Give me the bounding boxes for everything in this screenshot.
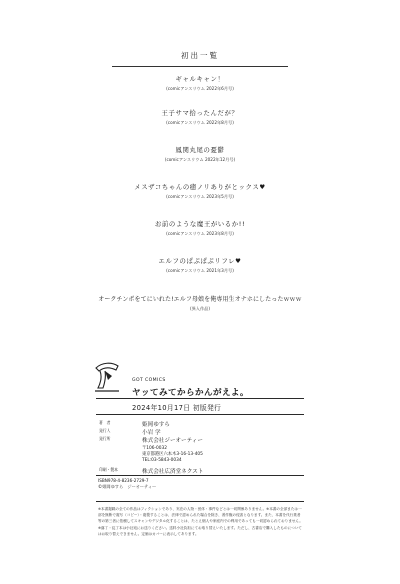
entry-source: (異入作品): [189, 306, 211, 311]
publisher-name: 株式会社ジーオーティー: [142, 438, 203, 444]
publisher-person: 小岩 学: [142, 430, 161, 436]
entry-source: (comicアンスリウム 2022年8月号): [166, 120, 234, 125]
entry-title: オークチンポをてにいれた!エルフ母娘を俺専用生オナホにしたったｗｗｗ: [98, 296, 302, 303]
imprint-label: GOT COMICS: [132, 378, 166, 383]
entry-title: エルフのぱぷぱぷリフレ♥: [158, 257, 242, 265]
publisher-postal: 〒106-0032: [142, 446, 167, 451]
copyright: ©姫岡ゆすら ジーオーティー: [98, 484, 157, 489]
isbn-block: [98, 478, 156, 490]
isbn: ISBN978-4-8236-2729-7: [98, 478, 149, 483]
row-key: 印刷・製本: [99, 467, 118, 472]
entry-title: お前のような魔王がいるか!!: [154, 220, 246, 228]
entry-title: 王子サマ拾ったんだが？: [161, 109, 239, 117]
entry-title: メスザコちゃんの癒ノリありがとックス♥: [134, 183, 266, 191]
divider: [96, 475, 304, 476]
printer-name: 株式会社広済堂ネクスト: [142, 469, 204, 475]
publication-date: 2024年10月17日 初版発行: [132, 404, 222, 412]
row-key: 発行人: [99, 428, 111, 433]
publisher-address: 東京都港区六本木3-16-13-405: [142, 452, 203, 457]
entry-title: 鳳関丸尾の憂鬱: [175, 146, 225, 154]
list-item: [0, 182, 400, 200]
entry-source: (comicアンスリウム 2023年5月号): [166, 194, 234, 199]
entry-title: ギャルキャン！: [175, 75, 225, 83]
first-appearance-title: 初出一覧: [181, 51, 219, 60]
divider: [96, 414, 304, 415]
list-item: [0, 74, 400, 92]
list-item: [0, 219, 400, 237]
entry-source: (comicアンスリウム 2022年12月号): [164, 157, 236, 162]
list-item: [0, 294, 400, 312]
entry-source: (comicアンスリウム 2022年6月号): [166, 86, 234, 91]
divider: [96, 501, 304, 502]
book-title: ヤッてみてからかんがえよ。: [132, 388, 249, 398]
divider: [96, 398, 304, 399]
list-item: [0, 256, 400, 274]
author-name: 姫岡ゆすら: [142, 422, 170, 428]
list-item: [0, 108, 400, 126]
title-underline: [112, 66, 288, 67]
row-key: 発行所: [99, 436, 111, 441]
list-item: [0, 145, 400, 163]
publisher-phone: TEL:03-5843-0034: [142, 458, 182, 463]
legal-notice: ※本書掲載の全ての作品はフィクションであり、実在の人物・団体・事件などとは一切関係ありません。※本書の全部または一部を無断で複写（コピー）・複製することは、法律で認められた場合を除き、著作権の侵害となります。また、本書を代行業者等の第三者に依頼してスキャンやデジタル化することは、たとえ個人や家庭内での利用であっても一切認められておりません。※落丁・乱丁本は小社宛にお送りください。送料小社負担にてお取り替えいたします。ただし、古書店で購入したものについてはお取り替えできません。定価はカバーに表示してあります。: [98, 507, 303, 536]
row-key: 著 者: [99, 420, 111, 425]
publisher-logo: [92, 362, 122, 396]
entry-source: (comicアンスリウム 2023年8月号): [166, 231, 234, 236]
entry-source: (comicアンスリウム 2021年3月号): [166, 268, 234, 273]
